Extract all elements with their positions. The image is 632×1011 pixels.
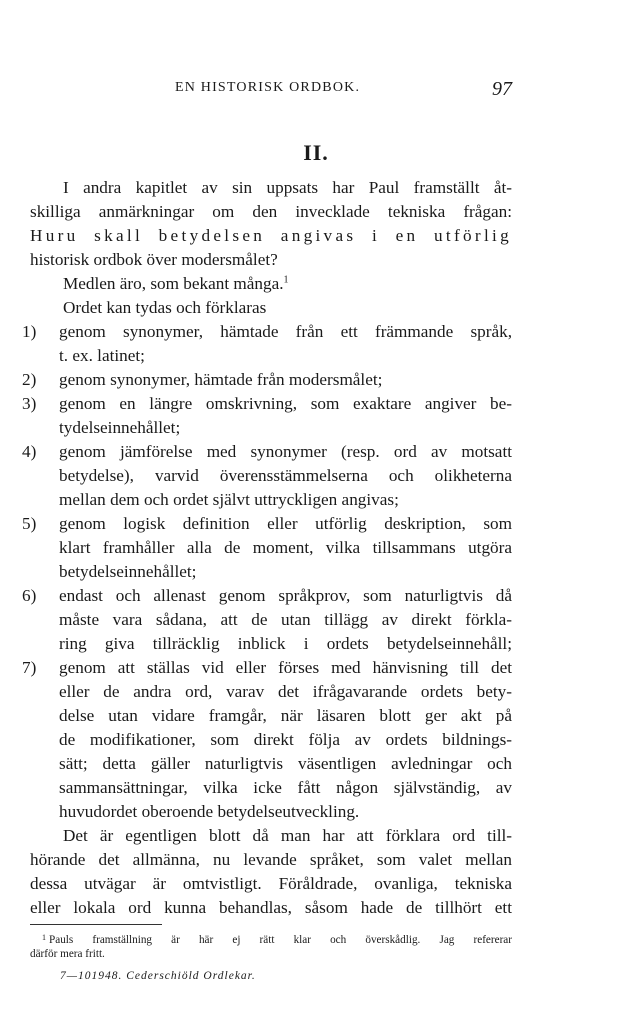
text-line: hörande det allmänna, nu levande språket, som valet mellan <box>30 850 512 869</box>
list-number: 4) <box>22 442 37 461</box>
text-line: skilliga anmärkningar om den invecklade tekniska frågan: <box>30 202 512 221</box>
text-line: Medlen äro, som bekant många.$^1$ <box>63 274 289 293</box>
list-item-line: de modifikationer, som direkt följa av ordets bildnings- <box>59 730 512 749</box>
running-title: EN HISTORISK ORDBOK. <box>175 80 361 95</box>
list-item-line: klart framhåller alla de moment, vilka tillsammans utgöra <box>59 538 512 557</box>
list-item-line: betydelseinnehållet; <box>59 562 197 581</box>
list-number: 6) <box>22 586 37 605</box>
text-line: Ordet kan tydas och förklaras <box>63 298 267 317</box>
footnote-reference: 1 <box>283 274 289 286</box>
footnote-divider <box>30 924 162 925</box>
list-item-line: sätt; detta gäller naturligtvis väsentligen avledningar och <box>59 754 512 773</box>
text-line: eller lokala ord kunna behandlas, såsom hade de tillhört ett <box>30 898 512 917</box>
running-header <box>0 78 632 108</box>
list-item-line: betydelse), varvid överensstämmelserna och olikheterna <box>59 466 512 485</box>
text-line: Det är egentligen blott då man har att förklara ord till- <box>63 826 512 845</box>
text-line: historisk ordbok över modersmålet? <box>30 250 278 269</box>
footnote-line: $^1$ Pauls framställning är här ej rätt klar och överskådlig. Jag refererar <box>42 933 512 946</box>
list-item-line: eller de andra ord, varav det ifrågavarande ordets bety- <box>59 682 512 701</box>
list-item-line: t. ex. latinet; <box>59 346 145 365</box>
list-item-line: genom synonymer, hämtade från modersmålet; <box>59 370 383 389</box>
list-item-line: endast och allenast genom språkprov, som naturligtvis då <box>59 586 512 605</box>
list-number: 2) <box>22 370 37 389</box>
printer-signature: 7—101948. Cederschiöld Ordlekar. <box>60 970 256 982</box>
list-item-line: mellan dem och ordet självt uttryckligen angivas; <box>59 490 399 509</box>
list-number: 5) <box>22 514 37 533</box>
list-item-line: huvudordet oberoende betydelseutveckling. <box>59 802 360 821</box>
list-item-line: tydelseinnehållet; <box>59 418 181 437</box>
list-item-line: ring giva tillräcklig inblick i ordets betydelseinnehåll; <box>59 634 512 653</box>
section-title: II. <box>303 140 329 165</box>
footnote-mark: 1 <box>42 933 46 942</box>
page-number: 97 <box>492 78 512 100</box>
list-item-line: genom en längre omskrivning, som exaktare angiver be- <box>59 394 512 413</box>
list-number: 1) <box>22 322 37 341</box>
text-line: Huru skall betydelsen angivas i en utförlig <box>30 226 512 245</box>
list-item-line: genom jämförelse med synonymer (resp. ord av motsatt <box>59 442 512 461</box>
list-number: 7) <box>22 658 37 677</box>
list-number: 3) <box>22 394 37 413</box>
text-line: dessa utvägar är omtvistligt. Föråldrade, ovanliga, tekniska <box>30 874 512 893</box>
footnote-line: därför mera fritt. <box>30 948 105 960</box>
list-item-line: genom logisk definition eller utförlig deskription, som <box>59 514 512 533</box>
list-item-line: genom synonymer, hämtade från ett främmande språk, <box>59 322 512 341</box>
list-item-line: måste vara sådana, att de utan tillägg av direkt förkla- <box>59 610 512 629</box>
text-line: I andra kapitlet av sin uppsats har Paul framställt åt- <box>63 178 512 197</box>
list-item-line: genom att ställas vid eller förses med hänvisning till det <box>59 658 512 677</box>
list-item-line: sammansättningar, vilka icke fått någon självständig, av <box>59 778 512 797</box>
list-item-line: delse utan vidare framgår, när läsaren blott ger akt på <box>59 706 512 725</box>
